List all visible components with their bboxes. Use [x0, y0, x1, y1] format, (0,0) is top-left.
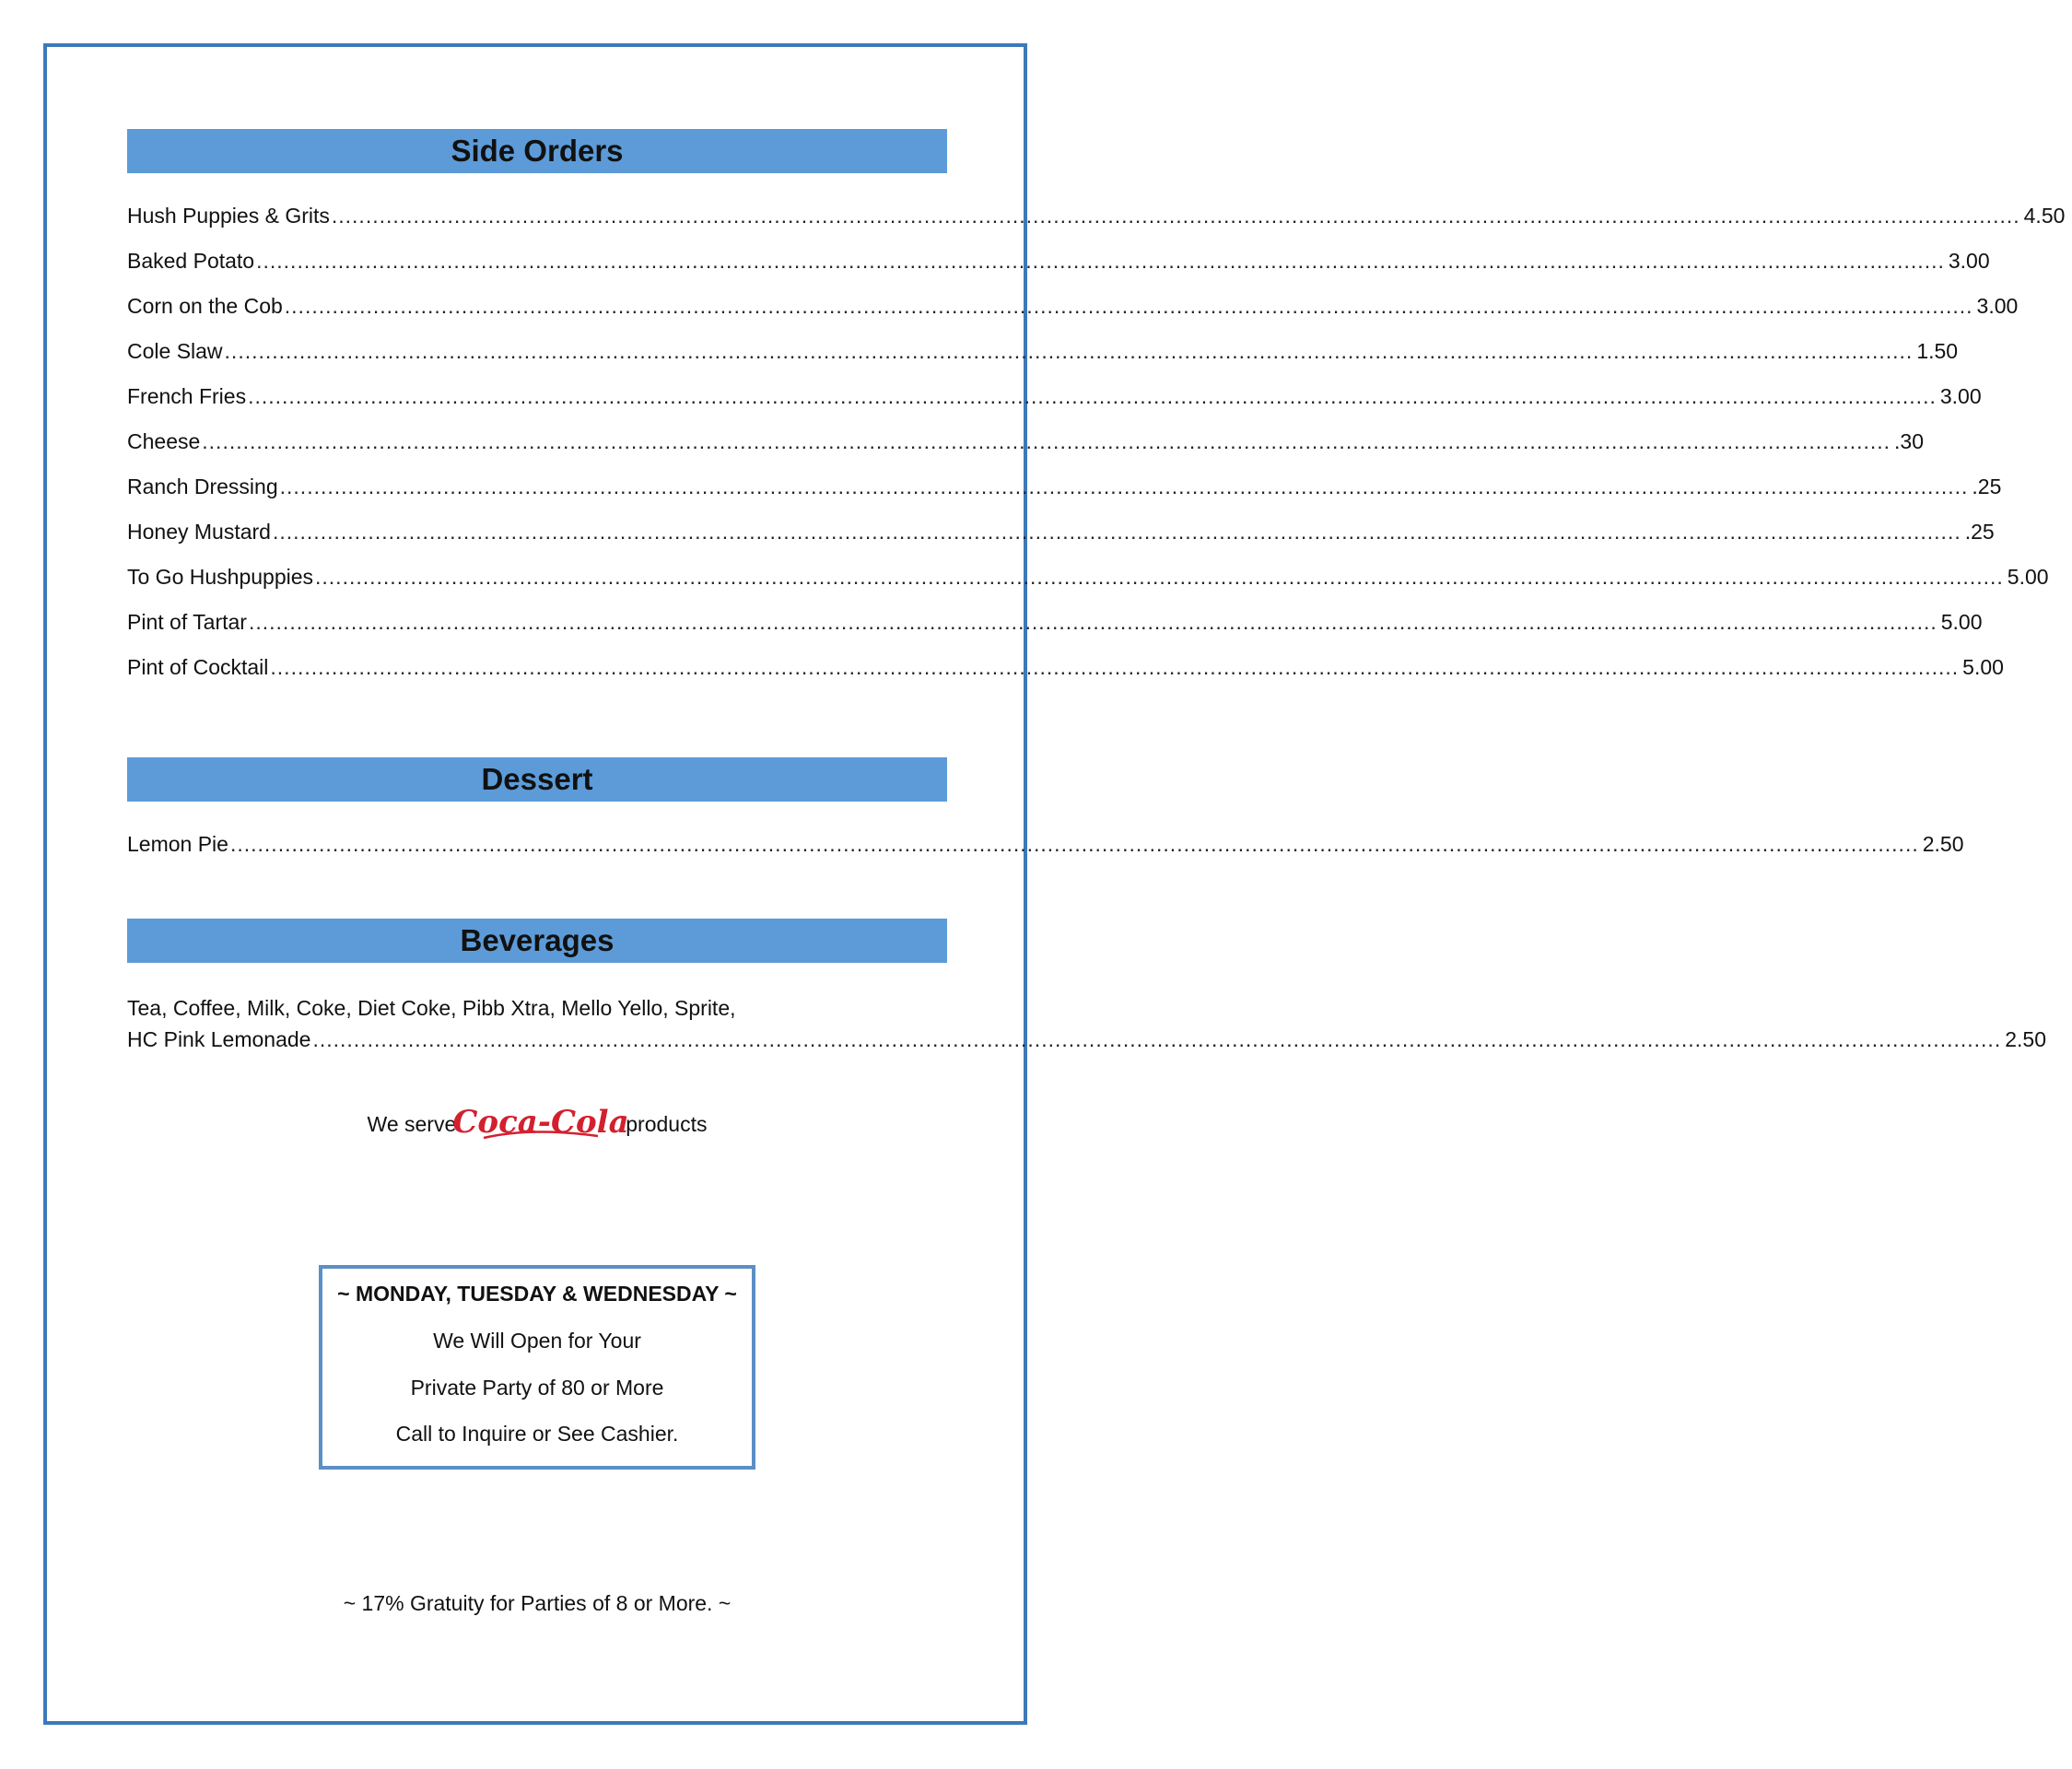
- item-name: Cheese: [127, 429, 201, 453]
- item-price: 4.50: [2023, 204, 2066, 228]
- promo-prefix: We serve: [367, 1111, 457, 1136]
- item-name: Corn on the Cob: [127, 294, 283, 318]
- item-price: .30: [1894, 429, 1925, 453]
- item-name: To Go Hushpuppies: [127, 565, 314, 589]
- item-price: 2.50: [2005, 1027, 2046, 1051]
- dot-leader: [202, 425, 1891, 458]
- item-price: 3.00: [1948, 249, 1990, 273]
- menu-item: [127, 244, 1990, 277]
- item-name: Ranch Dressing: [127, 474, 278, 498]
- item-price: .25: [1972, 474, 2002, 498]
- dot-leader: [332, 199, 2020, 232]
- coca-cola-logo: [452, 1095, 629, 1153]
- party-days-title: ~ MONDAY, TUESDAY & WEDNESDAY ~: [337, 1282, 737, 1306]
- item-name: Lemon Pie: [127, 832, 228, 856]
- dot-leader: [230, 827, 1919, 861]
- item-price: 1.50: [1916, 339, 1959, 363]
- item-price: 2.50: [1922, 832, 1964, 856]
- gratuity-note: ~ 17% Gratuity for Parties of 8 or More. ~: [343, 1591, 732, 1615]
- dot-leader: [270, 650, 1959, 684]
- menu-item: [127, 827, 1964, 861]
- beverages-list: Tea, Coffee, Milk, Coke, Diet Coke, Pibb Xtra, Mello Yello, Sprite,: [127, 996, 736, 1020]
- item-name: French Fries: [127, 384, 247, 408]
- item-price: .25: [1964, 520, 1995, 544]
- beverages-header: [127, 919, 947, 963]
- menu-item: [127, 515, 1995, 548]
- party-line: Private Party of 80 or More: [410, 1376, 664, 1400]
- dot-leader: [280, 470, 1969, 503]
- item-name: Hush Puppies & Grits: [127, 204, 330, 228]
- beverages-title: Beverages: [460, 923, 615, 957]
- menu-item: [127, 199, 2066, 232]
- item-price: 5.00: [1962, 655, 2004, 679]
- item-name: Pint of Tartar: [127, 610, 247, 634]
- menu-item: [127, 380, 1982, 413]
- menu-item: [127, 560, 2049, 593]
- item-name: Honey Mustard: [127, 520, 271, 544]
- menu-item: [127, 650, 2004, 684]
- dessert-header: [127, 757, 947, 802]
- item-price: 5.00: [2007, 565, 2049, 589]
- menu-item: [127, 605, 1983, 638]
- dot-leader: [248, 380, 1937, 413]
- private-party-notice: [319, 1265, 755, 1470]
- dot-leader: [249, 605, 1937, 638]
- item-name: HC Pink Lemonade: [127, 1027, 311, 1051]
- party-line: Call to Inquire or See Cashier.: [395, 1422, 679, 1446]
- side-orders-header: [127, 129, 947, 173]
- dot-leader: [312, 1023, 2001, 1056]
- menu-item: [127, 289, 2019, 322]
- dot-leader: [285, 289, 1973, 322]
- menu-item: [127, 1023, 2046, 1056]
- menu-item: [127, 334, 1959, 368]
- dot-leader: [315, 560, 2004, 593]
- item-price: 3.00: [1976, 294, 2019, 318]
- dessert-title: Dessert: [481, 762, 593, 796]
- party-line: We Will Open for Your: [433, 1329, 641, 1353]
- side-orders-title: Side Orders: [451, 134, 624, 168]
- dot-leader: [256, 244, 1945, 277]
- coca-cola-logo-text: Coca-Cola: [452, 1104, 629, 1141]
- item-price: 3.00: [1939, 384, 1982, 408]
- dot-leader: [273, 515, 1961, 548]
- menu-item: [127, 470, 2002, 503]
- item-price: 5.00: [1940, 610, 1983, 634]
- item-name: Pint of Cocktail: [127, 655, 269, 679]
- item-name: Baked Potato: [127, 249, 255, 273]
- coke-promo: [0, 1096, 1074, 1152]
- promo-suffix: products: [626, 1111, 708, 1136]
- menu-item: [127, 425, 1925, 458]
- item-name: Cole Slaw: [127, 339, 223, 363]
- dot-leader: [225, 334, 1914, 368]
